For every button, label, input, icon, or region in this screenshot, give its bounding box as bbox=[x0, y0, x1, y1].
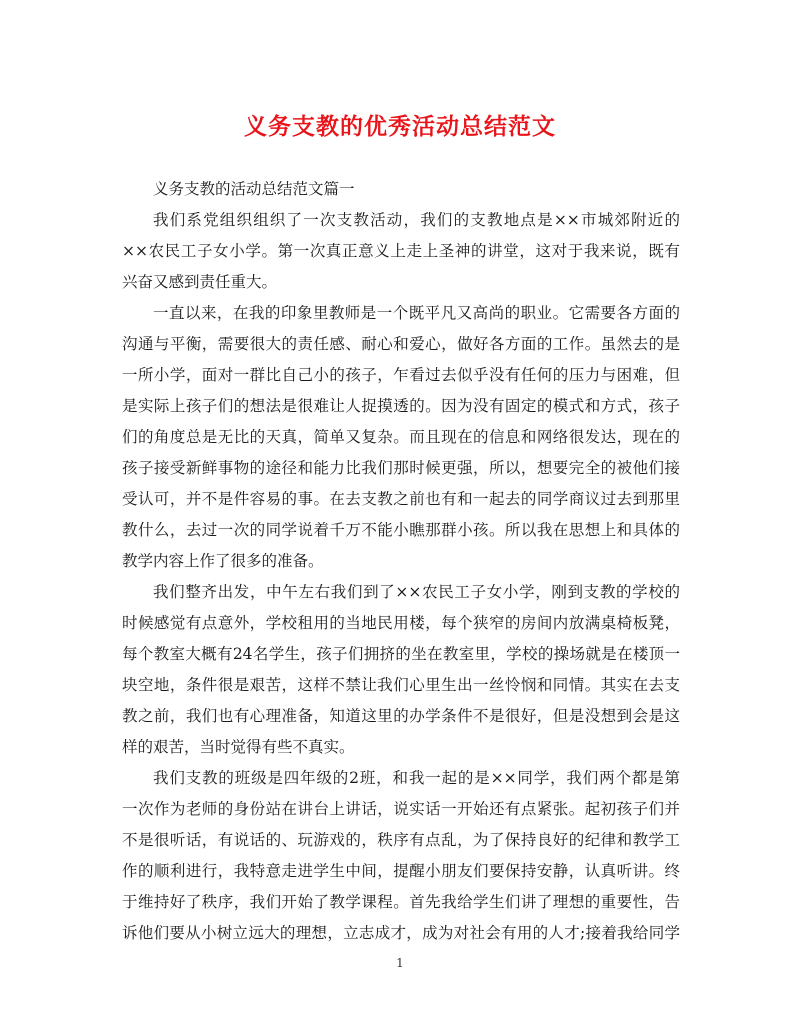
text-line: 样的艰苦，当时觉得有些不真实。 bbox=[122, 738, 355, 756]
text-line: 们的角度总是无比的天真，简单又复杂。而且现在的信息和网络很发达，现在的 bbox=[122, 428, 680, 446]
text-line: 义务支教的活动总结范文篇一 bbox=[153, 180, 355, 198]
page-title: 义务支教的优秀活动总结范文 bbox=[244, 113, 556, 140]
text-line: 不是很听话，有说话的、玩游戏的，秩序有点乱，为了保持良好的纪律和教学工 bbox=[122, 831, 680, 849]
text-line: 每个教室大概有24名学生，孩子们拥挤的坐在教室里，学校的操场就是在楼顶一 bbox=[122, 645, 680, 663]
text-line: 教学内容上作了很多的准备。 bbox=[122, 552, 324, 570]
text-line: 一所小学，面对一群比自己小的孩子，乍看过去似乎没有任何的压力与困难，但 bbox=[122, 366, 680, 384]
document-body bbox=[122, 174, 680, 949]
text-line: 块空地，条件很是艰苦，这样不禁让我们心里生出一丝怜悯和同情。其实在去支 bbox=[122, 676, 680, 694]
text-line: 沟通与平衡，需要很大的责任感、耐心和爱心，做好各方面的工作。虽然去的是 bbox=[122, 335, 680, 353]
text-line: 我们支教的班级是四年级的2班，和我一起的是××同学，我们两个都是第 bbox=[153, 769, 680, 787]
text-line: 教什么，去过一次的同学说着千万不能小瞧那群小孩。所以我在思想上和具体的 bbox=[122, 521, 680, 539]
text-line: 作的顺利进行，我特意走进学生中间，提醒小朋友们要保持安静，认真听讲。终 bbox=[122, 862, 680, 880]
text-line: 于维持好了秩序，我们开始了教学课程。首先我给学生们讲了理想的重要性，告 bbox=[122, 893, 680, 911]
text-line: 我们系党组织组织了一次支教活动，我们的支教地点是××市城郊附近的 bbox=[153, 211, 680, 229]
text-line: 我们整齐出发，中午左右我们到了××农民工子女小学，刚到支教的学校的 bbox=[153, 583, 680, 601]
text-line: 受认可，并不是件容易的事。在去支教之前也有和一起去的同学商议过去到那里 bbox=[122, 490, 680, 508]
text-line: 教之前，我们也有心理准备，知道这里的办学条件不是很好，但是没想到会是这 bbox=[122, 707, 680, 725]
text-line: 诉他们要从小树立远大的理想，立志成才，成为对社会有用的人才;接着我给同学 bbox=[122, 924, 680, 942]
text-line: 兴奋又感到责任重大。 bbox=[122, 273, 278, 291]
text-line: 时候感觉有点意外，学校租用的当地民用楼，每个狭窄的房间内放满桌椅板凳， bbox=[122, 614, 680, 632]
text-line: 是实际上孩子们的想法是很难让人捉摸透的。因为没有固定的模式和方式，孩子 bbox=[122, 397, 680, 415]
text-line: 一直以来，在我的印象里教师是一个既平凡又高尚的职业。它需要各方面的 bbox=[153, 304, 680, 322]
text-line: 一次作为老师的身份站在讲台上讲话，说实话一开始还有点紧张。起初孩子们并 bbox=[122, 800, 680, 818]
text-line: ××农民工子女小学。第一次真正意义上走上圣神的讲堂，这对于我来说，既有 bbox=[122, 242, 680, 260]
text-line: 孩子接受新鲜事物的途径和能力比我们那时候更强，所以，想要完全的被他们接 bbox=[122, 459, 680, 477]
page-number: 1 bbox=[396, 956, 404, 970]
